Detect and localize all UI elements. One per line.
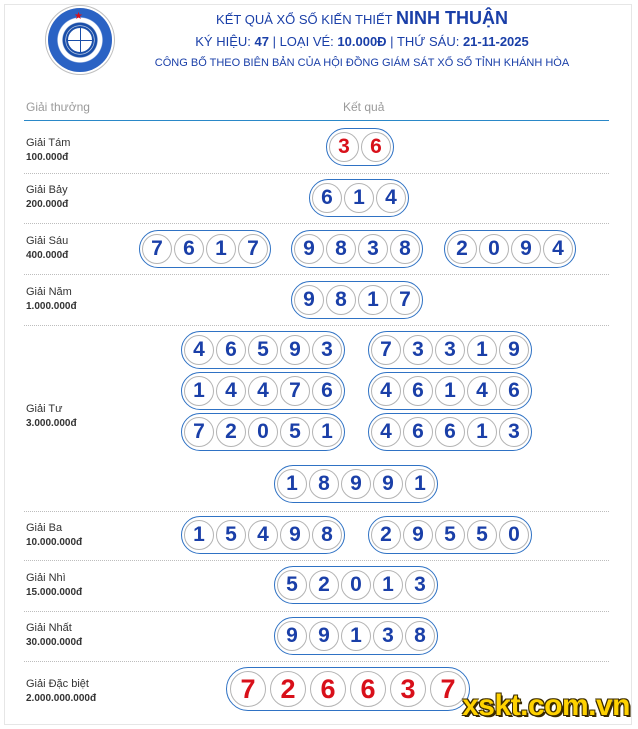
globe-icon <box>66 26 94 54</box>
number-digit: 7 <box>280 376 310 406</box>
number-digit: 1 <box>341 621 371 651</box>
number-digit: 2 <box>309 570 339 600</box>
number-digit: 1 <box>344 183 374 213</box>
number-digit: 1 <box>435 376 465 406</box>
title-prefix: KẾT QUẢ XỔ SỐ KIẾN THIẾT <box>216 12 393 27</box>
prize-label <box>26 403 77 430</box>
number-digit: 9 <box>341 469 371 499</box>
number-digit: 5 <box>467 520 497 550</box>
star-icon: ★ <box>74 11 83 22</box>
number-digit: 1 <box>184 376 214 406</box>
draw-date: 21-11-2025 <box>462 34 529 49</box>
number-digit: 9 <box>499 335 529 365</box>
day-label: THỨ SÁU: <box>396 34 460 49</box>
prize-name: Giải Năm <box>26 286 72 298</box>
prize-value: 200.000đ <box>26 199 69 210</box>
province-name: NINH THUẬN <box>395 8 508 28</box>
number-digit: 2 <box>216 417 246 447</box>
row-separator <box>24 511 609 512</box>
number-digit: 7 <box>184 417 214 447</box>
number-digit: 1 <box>405 469 435 499</box>
prize-value: 15.000.000đ <box>26 587 83 598</box>
number-digit: 4 <box>543 234 573 264</box>
number-digit: 2 <box>270 671 306 707</box>
number-digit: 7 <box>371 335 401 365</box>
number-digit: 1 <box>206 234 236 264</box>
prize-value: 1.000.000đ <box>26 301 77 312</box>
number-digit: 3 <box>403 335 433 365</box>
prize-value: 3.000.000đ <box>26 418 77 429</box>
number-digit: 1 <box>373 570 403 600</box>
number-digit: 3 <box>373 621 403 651</box>
number-digit: 6 <box>403 417 433 447</box>
number-digit: 5 <box>280 417 310 447</box>
number-digit: 9 <box>280 335 310 365</box>
prize-label <box>26 678 96 705</box>
row-separator <box>24 173 609 174</box>
header-title <box>130 8 594 30</box>
row-separator <box>24 611 609 612</box>
winning-number <box>368 516 532 554</box>
header-divider <box>24 120 609 121</box>
row-separator <box>24 274 609 275</box>
number-digit: 9 <box>309 621 339 651</box>
number-digit: 9 <box>280 520 310 550</box>
number-digit: 0 <box>341 570 371 600</box>
lottery-logo-icon <box>48 8 112 72</box>
number-digit: 1 <box>467 417 497 447</box>
number-digit: 6 <box>361 132 391 162</box>
number-digit: 4 <box>376 183 406 213</box>
number-digit: 3 <box>312 335 342 365</box>
number-digit: 0 <box>248 417 278 447</box>
number-digit: 8 <box>312 520 342 550</box>
column-prize-header: Giải thưởng <box>26 100 90 114</box>
prize-name: Giải Tám <box>26 137 71 149</box>
code-label: KÝ HIỆU: <box>195 34 251 49</box>
number-digit: 7 <box>390 285 420 315</box>
number-digit: 6 <box>499 376 529 406</box>
number-digit: 9 <box>294 234 324 264</box>
prize-label <box>26 184 68 211</box>
winning-number <box>181 372 345 410</box>
winning-number <box>274 566 438 604</box>
number-digit: 6 <box>216 335 246 365</box>
header <box>0 0 638 80</box>
number-digit: 1 <box>467 335 497 365</box>
row-separator <box>24 661 609 662</box>
number-digit: 7 <box>430 671 466 707</box>
winning-number <box>139 230 271 268</box>
number-digit: 3 <box>405 570 435 600</box>
prize-name: Giải Đặc biệt <box>26 678 89 690</box>
number-digit: 0 <box>499 520 529 550</box>
number-digit: 6 <box>350 671 386 707</box>
number-digit: 0 <box>479 234 509 264</box>
row-separator <box>24 325 609 326</box>
prize-value: 30.000.000đ <box>26 637 83 648</box>
winning-number <box>274 617 438 655</box>
prize-label <box>26 286 77 313</box>
number-digit: 2 <box>447 234 477 264</box>
number-digit: 4 <box>248 520 278 550</box>
winning-number <box>181 413 345 451</box>
prize-value: 400.000đ <box>26 250 69 261</box>
number-digit: 9 <box>403 520 433 550</box>
number-digit: 3 <box>358 234 388 264</box>
row-separator <box>24 560 609 561</box>
number-digit: 1 <box>358 285 388 315</box>
number-digit: 5 <box>248 335 278 365</box>
number-digit: 7 <box>230 671 266 707</box>
number-digit: 4 <box>216 376 246 406</box>
ticket-value: 10.000Đ <box>337 34 387 49</box>
prize-name: Giải Ba <box>26 522 63 534</box>
prize-name: Giải Nhì <box>26 572 66 584</box>
prize-label <box>26 137 70 164</box>
code-value: 47 <box>254 34 269 49</box>
header-info: KÝ HIỆU: 47 | LOẠI VÉ: 10.000Đ | THỨ SÁU: 21-11-2025 <box>195 34 529 49</box>
winning-number <box>291 281 423 319</box>
number-digit: 9 <box>277 621 307 651</box>
prize-name: Giải Nhất <box>26 622 72 634</box>
number-digit: 6 <box>310 671 346 707</box>
number-digit: 8 <box>309 469 339 499</box>
number-digit: 6 <box>174 234 204 264</box>
number-digit: 1 <box>312 417 342 447</box>
header-subtitle: CÔNG BỐ THEO BIÊN BẢN CỦA HỘI ĐỒNG GIÁM SÁT XỔ SỐ TỈNH KHÁNH HÒA <box>154 57 570 69</box>
number-digit: 9 <box>373 469 403 499</box>
prize-name: Giải Bảy <box>26 184 68 196</box>
number-digit: 1 <box>277 469 307 499</box>
winning-number <box>181 516 345 554</box>
winning-number <box>368 413 532 451</box>
winning-number <box>274 465 438 503</box>
winning-number <box>444 230 576 268</box>
prize-label <box>26 622 82 649</box>
number-digit: 6 <box>403 376 433 406</box>
watermark: xskt.com.vn <box>462 689 630 722</box>
prize-value: 2.000.000.000đ <box>26 693 97 704</box>
prize-label <box>26 522 82 549</box>
winning-number <box>181 331 345 369</box>
prize-name: Giải Sáu <box>26 235 69 247</box>
number-digit: 6 <box>435 417 465 447</box>
number-digit: 4 <box>467 376 497 406</box>
number-digit: 8 <box>405 621 435 651</box>
number-digit: 4 <box>248 376 278 406</box>
number-digit: 6 <box>312 183 342 213</box>
ticket-label: LOẠI VÉ: <box>279 34 334 49</box>
prize-value: 100.000đ <box>26 152 69 163</box>
row-separator <box>24 223 609 224</box>
winning-number <box>291 230 423 268</box>
number-digit: 4 <box>184 335 214 365</box>
prize-value: 10.000.000đ <box>26 537 83 548</box>
winning-number <box>368 372 532 410</box>
winning-number <box>368 331 532 369</box>
prize-label <box>26 572 82 599</box>
prize-label <box>26 235 68 262</box>
prize-name: Giải Tư <box>26 403 63 415</box>
number-digit: 5 <box>277 570 307 600</box>
number-digit: 4 <box>371 417 401 447</box>
winning-number <box>309 179 409 217</box>
number-digit: 3 <box>435 335 465 365</box>
winning-number <box>226 667 470 711</box>
number-digit: 9 <box>511 234 541 264</box>
column-result-header: Kết quả <box>343 100 385 114</box>
number-digit: 2 <box>371 520 401 550</box>
number-digit: 8 <box>326 234 356 264</box>
number-digit: 6 <box>312 376 342 406</box>
number-digit: 3 <box>390 671 426 707</box>
number-digit: 8 <box>326 285 356 315</box>
number-digit: 5 <box>216 520 246 550</box>
number-digit: 8 <box>390 234 420 264</box>
number-digit: 7 <box>142 234 172 264</box>
number-digit: 3 <box>329 132 359 162</box>
number-digit: 1 <box>184 520 214 550</box>
number-digit: 5 <box>435 520 465 550</box>
number-digit: 9 <box>294 285 324 315</box>
winning-number <box>326 128 394 166</box>
number-digit: 4 <box>371 376 401 406</box>
number-digit: 7 <box>238 234 268 264</box>
number-digit: 3 <box>499 417 529 447</box>
